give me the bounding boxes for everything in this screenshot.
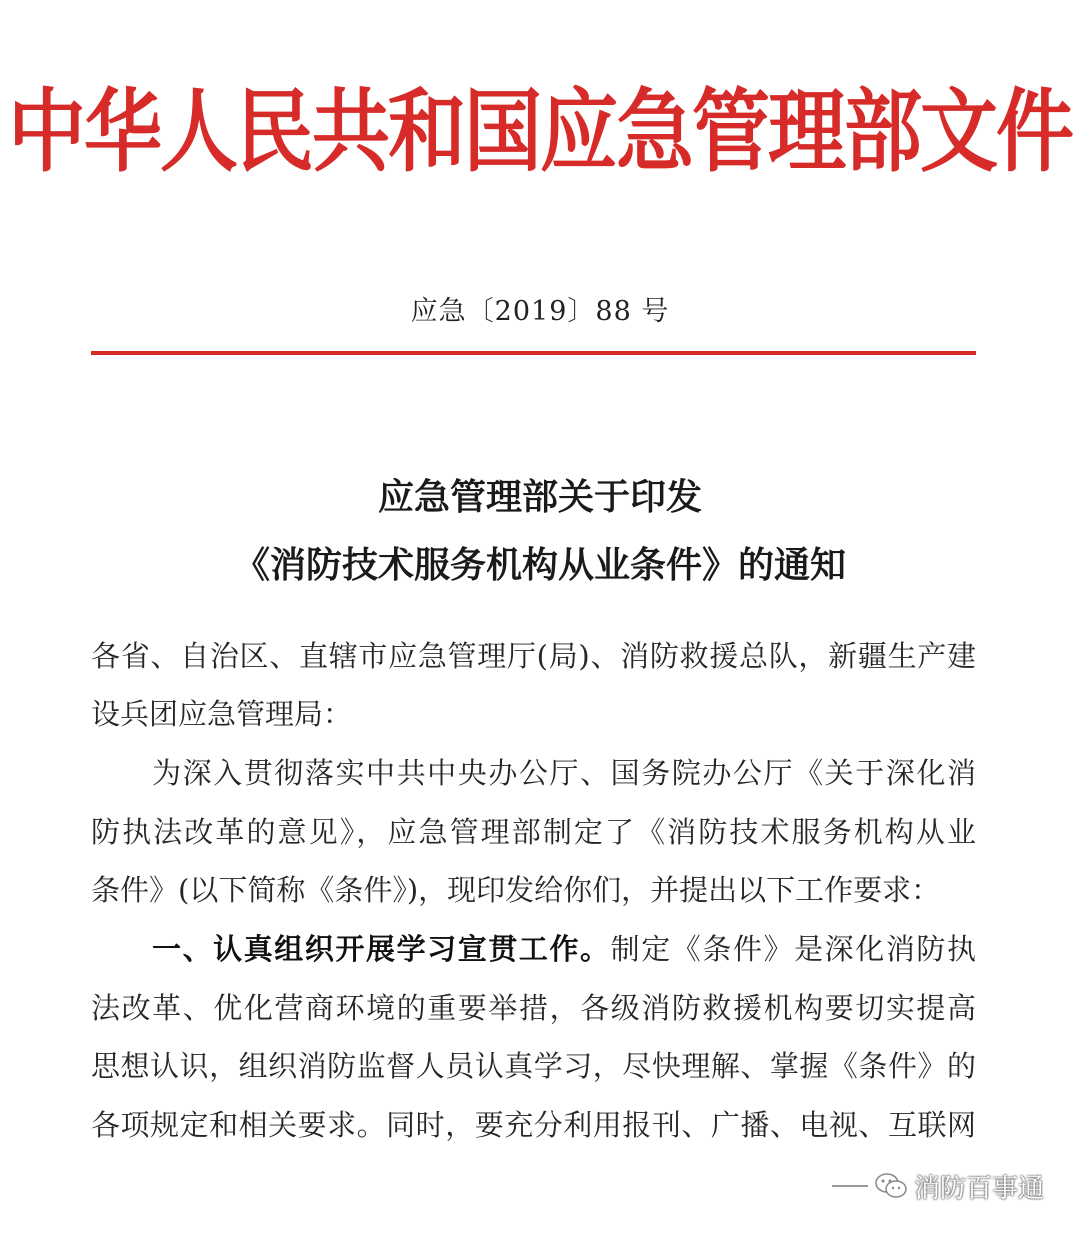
watermark-text: 消防百事通 xyxy=(914,1173,1045,1204)
watermark xyxy=(832,1166,1044,1206)
section-1-line-1 xyxy=(152,929,976,969)
section-1-line-1-text: 制定《条件》是深化消防执 xyxy=(610,932,976,966)
notice-title-line-1: 应急管理部关于印发 xyxy=(377,476,702,518)
document-number: 应急〔2019〕88 号 xyxy=(410,296,670,327)
red-divider-line xyxy=(91,351,976,355)
recipients-line-1: 各省、自治区、直辖市应急管理厅(局)、消防救援总队，新疆生产建 xyxy=(91,639,976,673)
recipients-line-2: 设兵团应急管理局： xyxy=(91,697,353,731)
watermark-dash xyxy=(832,1185,868,1187)
notice-title-line-2: 《消防技术服务机构从业条件》的通知 xyxy=(233,544,846,586)
section-1-line-3: 思想认识，组织消防监督人员认真学习，尽快理解、掌握《条件》的 xyxy=(91,1049,976,1083)
paragraph-1-line-1: 为深入贯彻落实中共中央办公厅、国务院办公厅《关于深化消 xyxy=(152,756,976,790)
section-1-line-4: 各项规定和相关要求。同时，要充分利用报刊、广播、电视、互联网 xyxy=(91,1108,976,1142)
section-1-line-2: 法改革、优化营商环境的重要举措，各级消防救援机构要切实提高 xyxy=(91,991,976,1025)
wechat-icon xyxy=(874,1171,908,1201)
paragraph-1-line-2: 防执法改革的意见》，应急管理部制定了《消防技术服务机构从业 xyxy=(91,815,976,849)
section-1-heading: 一、认真组织开展学习宣贯工作。 xyxy=(152,932,611,966)
document-header-title: 中华人民共和国应急管理部文件 xyxy=(7,80,1072,185)
paragraph-1-line-3: 条件》(以下简称《条件》)，现印发给你们，并提出以下工作要求： xyxy=(91,873,941,907)
